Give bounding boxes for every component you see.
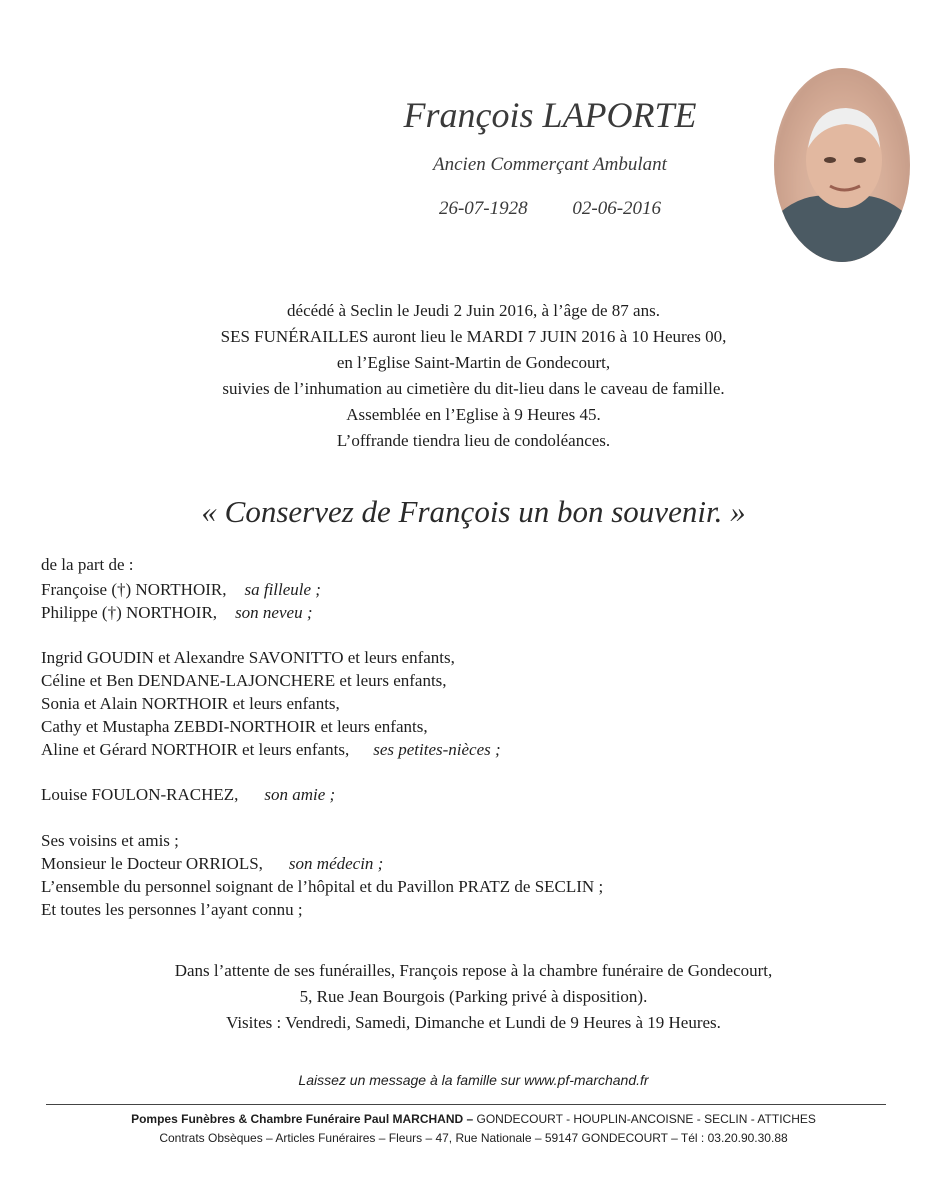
condolence-message-link[interactable]: Laissez un message à la famille sur www.pf-marchand.fr [298,1072,649,1088]
birth-date: 26-07-1928 [438,198,528,219]
announcement-line: Assemblée en l’Eglise à 9 Heures 45. [346,405,601,424]
funeral-announcement [0,298,947,454]
deceased-name: François LAPORTE [403,95,697,135]
list-item: Louise FOULON-RACHEZ, son amie ; [41,785,336,804]
list-item: Aline et Gérard NORTHOIR et leurs enfants, ses petites-nièces ; [41,740,501,759]
list-item: Françoise (†) NORTHOIR, sa filleule ; [41,580,321,599]
list-item: Monsieur le Docteur ORRIOLS, son médecin ; [41,854,384,873]
company-name: Pompes Funèbres & Chambre Funéraire Paul MARCHAND – [131,1112,474,1126]
family-group-3 [41,783,335,806]
announcement-line: décédé à Seclin le Jeudi 2 Juin 2016, à l’âge de 87 ans. [287,301,660,320]
announcement-line: suivies de l’inhumation au cimetière du dit-lieu dans le caveau de famille. [222,379,725,398]
list-item: Ses voisins et amis ; [41,831,179,850]
announcement-line: en l’Eglise Saint-Martin de Gondecourt, [336,353,611,372]
list-item: Ingrid GOUDIN et Alexandre SAVONITTO et leurs enfants, [41,648,455,667]
funeral-home-details: Contrats Obsèques – Articles Funéraires – Fleurs – 47, Rue Nationale – 59147 GONDECOURT – Tél : 03.20.90.30.88 [159,1131,788,1145]
portrait-photo [774,68,910,262]
family-intro: de la part de : [41,555,134,574]
list-item: Philippe (†) NORTHOIR, son neveu ; [41,603,313,622]
list-item: Céline et Ben DENDANE-LAJONCHERE et leurs enfants, [41,671,447,690]
announcement-line: L’offrande tiendra lieu de condoléances. [336,431,611,450]
family-group-2 [41,646,501,761]
memorial-quote: « Conservez de François un bon souvenir. » [201,494,746,529]
occupation: Ancien Commerçant Ambulant [433,154,667,175]
funeral-home-header [0,1112,947,1126]
portrait-illustration [774,68,910,262]
life-dates [300,198,800,220]
rest-line: 5, Rue Jean Bourgois (Parking privé à disposition). [299,987,648,1006]
family-group-1 [41,578,321,624]
list-item: Sonia et Alain NORTHOIR et leurs enfants, [41,694,340,713]
company-locations: GONDECOURT - HOUPLIN-ANCOISNE - SECLIN - ATTICHES [473,1112,816,1126]
rest-line: Visites : Vendredi, Samedi, Dimanche et Lundi de 9 Heures à 19 Heures. [226,1013,721,1032]
rest-line: Dans l’attente de ses funérailles, François repose à la chambre funéraire de Gondecourt, [174,961,773,980]
announcement-line: SES FUNÉRAILLES auront lieu le MARDI 7 JUIN 2016 à 10 Heures 00, [220,327,727,346]
list-item: Cathy et Mustapha ZEBDI-NORTHOIR et leurs enfants, [41,717,428,736]
list-item: Et toutes les personnes l’ayant connu ; [41,900,303,919]
footer-divider [46,1104,886,1105]
list-item: L’ensemble du personnel soignant de l’hôpital et du Pavillon PRATZ de SECLIN ; [41,877,604,896]
death-date: 02-06-2016 [572,198,662,219]
family-group-4 [41,829,603,921]
rest-information [0,958,947,1036]
